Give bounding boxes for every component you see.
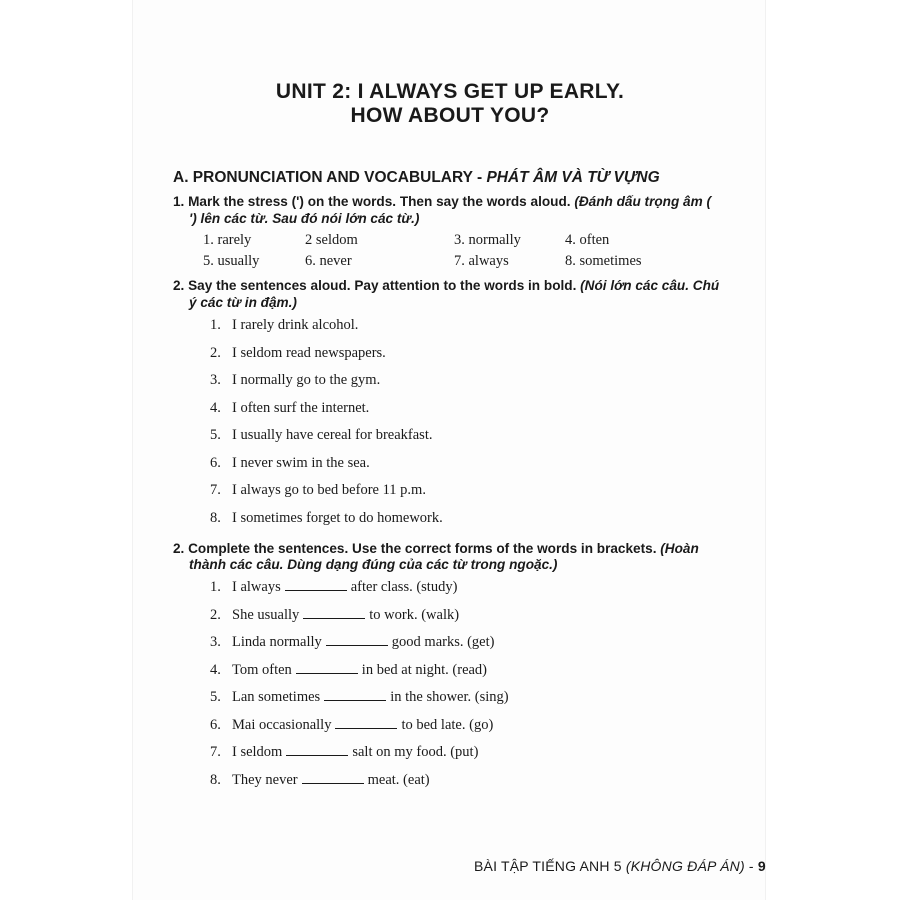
section-a-label-vi: PHÁT ÂM VÀ TỪ VỰNG: [486, 169, 660, 186]
item-text-before: She usually: [232, 607, 300, 623]
sentence-text: I seldom read newspapers.: [232, 345, 386, 361]
exercise2-instruction-vi: (Nói lớn các câu. Chú: [580, 278, 720, 293]
footer-book-title: BÀI TẬP TIẾNG ANH 5: [474, 858, 626, 874]
sentence-item: [210, 317, 358, 334]
exercise3-instruction-en: 2. Complete the sentences. Use the correct forms of the words in brackets.: [173, 541, 661, 556]
sentence-item: [210, 345, 386, 362]
exercise3-instruction-vi: (Hoàn: [660, 541, 699, 556]
fill-blank-item: [210, 634, 494, 651]
sentence-text: I never swim in the sea.: [232, 455, 370, 471]
item-number: 1.: [210, 579, 221, 595]
fill-blank-item: [210, 717, 493, 734]
item-text-after: in bed at night. (read): [361, 662, 488, 678]
exercise3-instruction-vi-cont: thành các câu. Dùng dạng đúng của các từ trong ngoặc.): [189, 557, 558, 572]
fill-blank-item: [210, 662, 487, 679]
word-item: 6. never: [305, 253, 352, 269]
exercise1-instruction-line2: [189, 211, 419, 226]
sentence-text: I sometimes forget to do homework.: [232, 510, 443, 526]
exercise2-instruction-vi-cont: ý các từ in đậm.): [189, 295, 297, 310]
sentence-item: [210, 400, 369, 417]
fill-blank-item: [210, 772, 430, 789]
sentence-number: 7.: [210, 482, 221, 498]
item-number: 6.: [210, 717, 221, 733]
item-number: 3.: [210, 634, 221, 650]
item-text-after: in the shower. (sing): [390, 689, 509, 705]
sentence-item: [210, 427, 432, 444]
item-text-after: salt on my food. (put): [352, 744, 479, 760]
word-item: 7. always: [454, 253, 509, 269]
unit-title-line2: HOW ABOUT YOU?: [350, 104, 550, 127]
word-item: 8. sometimes: [565, 253, 642, 269]
item-number: 7.: [210, 744, 221, 760]
word-item: 5. usually: [203, 253, 260, 269]
sentence-number: 3.: [210, 372, 221, 388]
exercise3-instruction-line1: [173, 541, 699, 556]
answer-blank[interactable]: [285, 580, 347, 591]
answer-blank[interactable]: [286, 745, 348, 756]
sentence-item: [210, 372, 380, 389]
page-sheet: [133, 0, 765, 900]
word-item: 2 seldom: [305, 232, 358, 248]
item-text-before: Mai occasionally: [232, 717, 332, 733]
item-number: 8.: [210, 772, 221, 788]
page-footer: [474, 858, 766, 874]
answer-blank[interactable]: [335, 718, 397, 729]
item-text-after: to bed late. (go): [401, 717, 494, 733]
item-number: 5.: [210, 689, 221, 705]
item-number: 2.: [210, 607, 221, 623]
fill-blank-item: [210, 579, 457, 596]
fill-blank-item: [210, 744, 478, 761]
exercise1-instruction-vi: (Đánh dấu trọng âm (: [574, 194, 712, 209]
sentence-text: I always go to bed before 11 p.m.: [232, 482, 426, 498]
page-number: 9: [757, 858, 766, 874]
footer-book-subtitle: (KHÔNG ĐÁP ÁN): [625, 858, 745, 874]
unit-title-line1: UNIT 2: I ALWAYS GET UP EARLY.: [275, 80, 625, 103]
item-text-before: Lan sometimes: [232, 689, 321, 705]
sentence-item: [210, 510, 443, 527]
sentence-number: 2.: [210, 345, 221, 361]
word-item: 1. rarely: [203, 232, 252, 248]
sentence-number: 8.: [210, 510, 221, 526]
sentence-number: 6.: [210, 455, 221, 471]
item-text-before: Tom often: [232, 662, 292, 678]
word-item: 3. normally: [454, 232, 521, 248]
sentence-text: I normally go to the gym.: [232, 372, 381, 388]
sentence-item: [210, 455, 370, 472]
answer-blank[interactable]: [303, 608, 365, 619]
exercise2-instruction-line2: [189, 295, 297, 310]
item-text-after: meat. (eat): [367, 772, 430, 788]
item-text-before: They never: [232, 772, 298, 788]
sentence-text: I usually have cereal for breakfast.: [232, 427, 433, 443]
sentence-number: 1.: [210, 317, 221, 333]
exercise2-instruction-en: 2. Say the sentences aloud. Pay attention to the words in bold.: [173, 278, 581, 293]
item-text-before: Linda normally: [232, 634, 322, 650]
sentence-text: I rarely drink alcohol.: [232, 317, 359, 333]
sentence-number: 5.: [210, 427, 221, 443]
sentence-number: 4.: [210, 400, 221, 416]
item-text-after: after class. (study): [350, 579, 458, 595]
item-number: 4.: [210, 662, 221, 678]
sentence-item: [210, 482, 426, 499]
item-text-before: I always: [232, 579, 281, 595]
exercise2-instruction-line1: [173, 278, 719, 293]
answer-blank[interactable]: [326, 635, 388, 646]
section-a-heading: [173, 169, 660, 187]
fill-blank-item: [210, 607, 459, 624]
footer-separator: -: [744, 858, 758, 874]
exercise1-instruction-vi-cont: ') lên các từ. Sau đó nói lớn các từ.): [189, 211, 420, 226]
sentence-text: I often surf the internet.: [232, 400, 370, 416]
item-text-after: good marks. (get): [391, 634, 495, 650]
answer-blank[interactable]: [302, 773, 364, 784]
item-text-after: to work. (walk): [369, 607, 460, 623]
exercise1-instruction-en: 1. Mark the stress (') on the words. Then say the words aloud.: [173, 194, 575, 209]
exercise3-instruction-line2: [189, 557, 557, 572]
answer-blank[interactable]: [324, 690, 386, 701]
fill-blank-item: [210, 689, 509, 706]
item-text-before: I seldom: [232, 744, 283, 760]
word-item: 4. often: [565, 232, 610, 248]
exercise1-instruction-line1: [173, 194, 711, 209]
section-a-label: A. PRONUNCIATION AND VOCABULARY -: [173, 169, 487, 186]
answer-blank[interactable]: [296, 663, 358, 674]
